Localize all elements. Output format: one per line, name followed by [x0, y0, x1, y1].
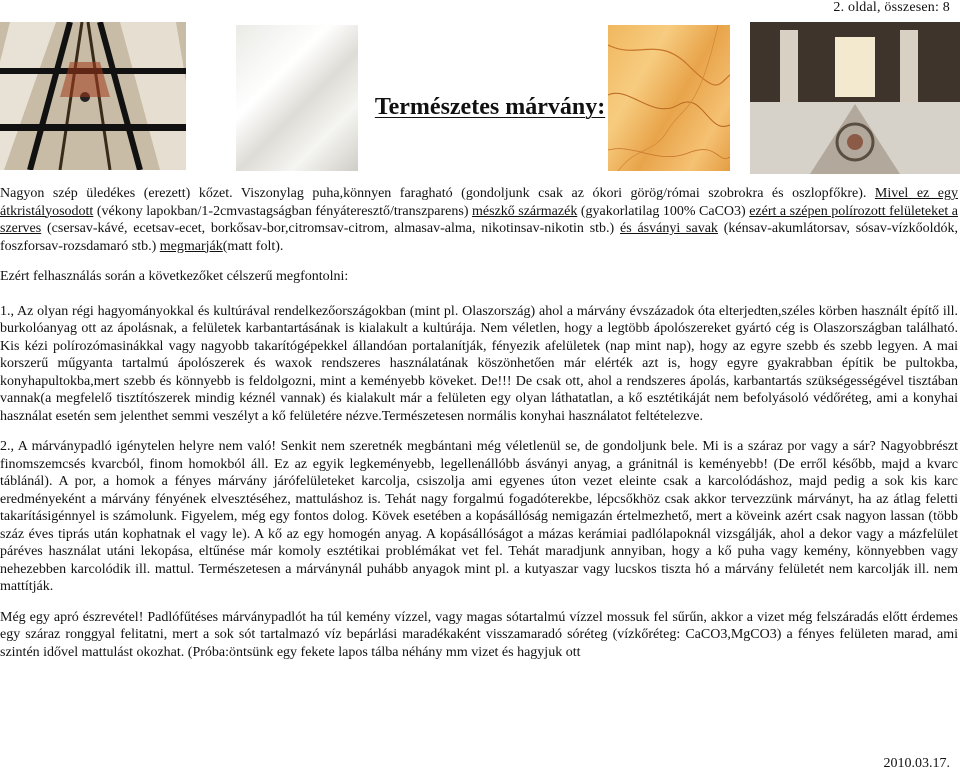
marble-floor-mosaic-graphic [0, 22, 186, 170]
intro-text-3: (gyakorlatilag 100% CaCO3) [577, 203, 750, 219]
point-2-paragraph: 2., A márványpadló igénytelen helyre nem való! Senkit nem szeretnék megbántani még véletlenül se, de gondoljunk bele. Mi is a száraz por vagy a sár? Nagyobbrészt finomszemcsés kvarcból, finom homokból áll. Ez az egyik legkeményebb, legellenállóbb ásványi anyag, a gránitnál is keményebb! (De erről később, majd a kvarc táblánál). A por, a homok a fényes márvány járófelületeket karcolja, csiszolja ami egyenes úton vezet eleinte csak a karcolódáshoz, majd pedig a sok kis karc eredményeként a márvány fényének elvesztéséhez, mattuláshoz is. Tehát nagy forgalmú fogadóterekbe, lépcsőkhöz csak akkor tervezzünk márványt, ha az átlag feletti takarításigénnyel is számolunk. Figyelem, még egy fontos dolog. Kövek esetében a kopásállóság nemigazán értelmezhető, mert a köveink azért csak nagyon lassan (több száz éves tiprás után kophatnak el vagy le). A kő az egy homogén anyag. A kopásállóságot a mázas kerámiai padlólapoknál vizsgálják, ahol a dekor vagy a mázfelület páréves használat utáni lekopása, eltűnése már komoly esztétikai problémákat vet fel. Tehát maradjunk annyiban, hogy a kő puha vagy kemény, könnyebben vagy nehezebben karcolódik ill. mattul. Természetesen a márványnál puhább anyagok mint pl. a kutyaszar vagy lucskos tiszta hó a márvány felületét nem karcolják ill. nem mattítják. [0, 439, 958, 594]
marble-floor-mosaic-photo [0, 22, 186, 170]
remark-paragraph: Még egy apró észrevétel! Padlófűtéses márványpadlót ha túl kemény vízzel, vagy magas sótartalmú vízzel mossuk fel sűrűn, akkor a vizet még felszáradás előtt érdemes egy száraz ronggyal felitatni, mert a sok sót tartalmazó víz bepárlási maradékaként visszamaradó sóréteg (vízkőréteg: CaCO3,MgCO3) a fényes felületen marad, ami szintén idővel mattulást okozhat. (Próba:öntsünk egy fekete lapos tálba néhány mm vizet és hagyjuk ott [0, 609, 958, 660]
intro-text-5: (kénsav-akumlátorsav, sósav-vízkőoldók, foszforsav-rozsdamaró stb.) [0, 221, 958, 254]
orange-marble-photo [608, 25, 730, 171]
intro-text-1: Nagyon szép üledékes (erezett) kőzet. Viszonylag puha,könnyen faragható (gondoljunk csak az ókori görög/római szobrokra és oszlopfőkre). [0, 186, 875, 201]
considerations-paragraph: Ezért felhasználás során a következőket célszerű megfontolni: [0, 269, 349, 284]
intro-underlined-3: ezért a szépen polírozott felületeket a szerves [0, 203, 958, 236]
intro-underlined-1: Mivel ez egy átkristályosodott [0, 186, 958, 219]
intro-text-4: (csersav-kávé, ecetsav-ecet, borkősav-bor,citromsav-citrom, almasav-alma, nikotinsav-nikotin stb.) [41, 221, 621, 236]
marble-hall-graphic [750, 22, 960, 174]
intro-paragraph [0, 185, 958, 255]
page-title: Természetes márvány: [374, 94, 606, 120]
intro-underlined-5: megmarják [159, 238, 223, 254]
intro-underlined-4: és ásványi savak [620, 221, 718, 236]
intro-underlined-2: mészkő származék [471, 203, 578, 219]
intro-text-6: (matt folt). [222, 238, 284, 254]
orange-marble-veins-graphic [608, 25, 730, 171]
document-body [0, 185, 958, 674]
point-1-paragraph: 1., Az olyan régi hagyományokkal és kultúrával rendelkezőországokban (mint pl. Olaszország) ahol a márvány évszázadok óta elterjedten,széles körben használt építő ill. burkolóanyag ott az ápolásnak, a felületek karbantartásának is kialakult a kultúrája. Nem véletlen, hogy a legtöbb ápolószereket gyártó cég is Olaszországban található. Kis kézi polírozómasinákkal vagy nagyobb takarítógépekkel állandóan portalanítják, fényezik afelületek (nap mint nap), hogy az egyre szebb és szebb legyen. A mai korszerű műgyanta tartalmú ápolószerek és waxok rendszeres használatának köszönhetően már elérték azt is, hogy egyre gyakrabban építik be pultokba, konyhapultokba,mert szebb és könnyebb is feldolgozni, mint a keményebb köveket. De!!! De csak ott, ahol a rendszeres ápolás, karbantartás szükségességével tisztában vannak(a megfelelő tisztítószerek mindig kéznél vannak) és kialakult már a felületen egy olyan láthatatlan, a kő esztétikáját nem befolyásoló védőréteg, ami a konyhai használat esetén sem jelenthet semmi veszélyt a kő felületére nézve.Természetesen normális konyhai használatot feltételezve. [0, 303, 958, 424]
footer-date: 2010.03.17. [883, 756, 950, 771]
marble-hall-interior-photo [750, 22, 960, 174]
page-number-header: 2. oldal, összesen: 8 [833, 0, 950, 15]
intro-text-2: (vékony lapokban/1-2cmvastagságban fényáteresztő/transzparens) [93, 203, 472, 219]
white-marble-photo [236, 25, 358, 171]
